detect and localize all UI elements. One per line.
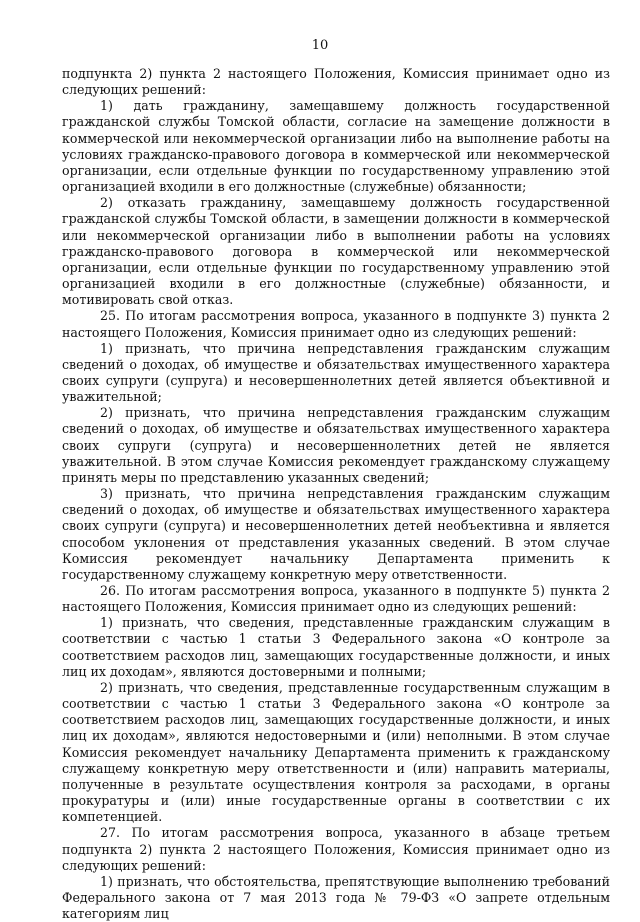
paragraph: 2) признать, что сведения, представленные государственным служащим в соответствии с частью 1 статьи 3 Федерального закона «О контроле за соответствием расходов лиц, замещающих государственные должности, и иных лиц их доходам», являются недостоверными и (или) неполными. В этом случае Комиссия рекомендует начальнику Департамента применить к гражданскому служащему конкретную меру ответственности и (или) направить материалы, полученные в результате осуществления контроля за расходами, в органы прокуратуры и (или) иные государственные органы в соответствии с их компетенцией. xyxy=(62,679,610,825)
paragraph: 26. По итогам рассмотрения вопроса, указанного в подпункте 5) пункта 2 настоящего Положения, Комиссия принимает одно из следующих решений: xyxy=(62,583,610,615)
paragraph: 2) признать, что причина непредставления гражданским служащим сведений о доходах, об имуществе и обязательствах имущественного характера своих супруги (супруга) и несовершеннолетних детей не является уважительной. В этом случае Комиссия рекомендует гражданскому служащему принять меры по представлению указанных сведений; xyxy=(62,405,610,485)
page-number: 10 xyxy=(311,38,329,53)
paragraph: 25. По итогам рассмотрения вопроса, указанного в подпункте 3) пункта 2 настоящего Положения, Комиссия принимает одно из следующих решений: xyxy=(62,308,610,340)
paragraph: 1) признать, что причина непредставления гражданским служащим сведений о доходах, об имуществе и обязательствах имущественного характера своих супруги (супруга) и несовершеннолетних детей является объективной и уважительной; xyxy=(62,340,610,405)
paragraph: 1) признать, что сведения, представленные гражданским служащим в соответствии с частью 1 статьи 3 Федерального закона «О контроле за соответствием расходов лиц, замещающих государственные должности, и иных лиц их доходам», являются достоверными и полными; xyxy=(62,615,610,679)
paragraph: 1) дать гражданину, замещавшему должность государственной гражданской службы Томской области, согласие на замещение должности в коммерческой или некоммерческой организации либо на выполнение работы на условиях гражданско-правового договора в коммерческой или некоммерческой организации, если отдельные функции по государственному управлению этой организацией входили в его должностные (служебные) обязанности; xyxy=(62,98,610,195)
paragraph: 27. По итогам рассмотрения вопроса, указанного в абзаце третьем подпункта 2) пункта 2 настоящего Положения, Комиссия принимает одно из следующих решений: xyxy=(62,825,610,873)
paragraph: 2) отказать гражданину, замещавшему должность государственной гражданской службы Томской области, в замещении должности в коммерческой или некоммерческой организации либо в выполнении работы на условиях гражданско-правового договора в коммерческой или некоммерческой организации, если отдельные функции по государственному управлению этой организацией входили в его должностные (служебные) обязанности, и мотивировать свой отказ. xyxy=(62,195,610,308)
paragraph: 1) признать, что обстоятельства, препятствующие выполнению требований Федерального закона от 7 мая 2013 года № 79-ФЗ «О запрете отдельным категориям лиц xyxy=(62,873,610,922)
paragraph: подпункта 2) пункта 2 настоящего Положения, Комиссия принимает одно из следующих решений: xyxy=(62,66,610,98)
paragraph: 3) признать, что причина непредставления гражданским служащим сведений о доходах, об имуществе и обязательствах имущественного характера своих супруги (супруга) и несовершеннолетних детей необъективна и является способом уклонения от представления указанных сведений. В этом случае Комиссия рекомендует начальнику Департамента применить к государственному служащему конкретную меру ответственности. xyxy=(62,486,610,582)
document-body xyxy=(62,66,610,922)
